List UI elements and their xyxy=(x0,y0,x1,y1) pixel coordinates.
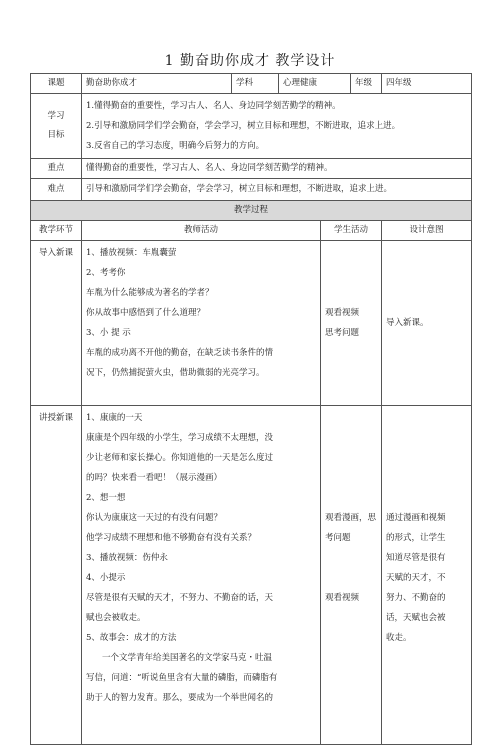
student-intro xyxy=(321,241,382,406)
teacher-line: 5、故事会：成才的方法 xyxy=(86,633,177,643)
student-line: 思考问题 xyxy=(325,328,360,338)
teacher-line: 赋也会被收走。 xyxy=(86,613,146,623)
teacher-line: 3、小 提 示 xyxy=(86,328,131,338)
goal-item: 1.懂得勤奋的重要性，学习古人、名人、身边同学刻苦勤学的精神。 xyxy=(86,101,341,111)
teacher-line: 你从故事中感悟到了什么道理？ xyxy=(86,308,206,318)
goals-label xyxy=(31,94,82,159)
col-stage: 教学环节 xyxy=(31,221,82,241)
col-intent: 设计意图 xyxy=(382,221,472,241)
col-student: 学生活动 xyxy=(321,221,382,241)
goals-content xyxy=(82,94,472,159)
student-new xyxy=(321,406,382,745)
intent-line: 努力、不勤奋的 xyxy=(386,593,446,603)
key-row xyxy=(31,159,472,179)
info-row xyxy=(31,74,472,94)
student-line: 观看视频 xyxy=(325,308,360,318)
teacher-line: 尽管是很有天赋的天才，不努力、不勤奋的话，天 xyxy=(86,593,274,603)
teacher-line: 2、考考你 xyxy=(86,268,126,278)
teacher-line: 你认为康康这一天过的有没有问题？ xyxy=(86,513,223,523)
stage-new: 讲授新课 xyxy=(31,406,82,745)
col-teacher: 教师活动 xyxy=(82,221,321,241)
stage-intro: 导入新课 xyxy=(31,241,82,406)
teacher-line: 1、康康的一天 xyxy=(86,413,143,423)
student-line: 观看漫画，思 xyxy=(325,513,377,523)
course-value: 勤奋助你成才 xyxy=(82,74,232,94)
teacher-line: 1、播放视频：车胤囊萤 xyxy=(86,248,177,258)
difficulty-label: 难点 xyxy=(31,179,82,201)
teacher-line: 车胤的成功离不开他的勤奋，在缺乏读书条件的情 xyxy=(86,348,274,358)
story-line: 一个文学青年给美国著名的文学家马克・吐温 xyxy=(102,653,273,663)
teacher-line: 4、小提示 xyxy=(86,573,126,583)
process-header: 教学过程 xyxy=(31,201,472,221)
key-label: 重点 xyxy=(31,159,82,179)
teacher-new xyxy=(82,406,321,745)
goal-item: 3.反省自己的学习态度，明确今后努力的方向。 xyxy=(86,141,265,151)
grade-value: 四年级 xyxy=(382,74,472,94)
teacher-line: 的吗？快来看一看吧！（展示漫画） xyxy=(86,473,223,483)
intent-line: 的形式，让学生 xyxy=(386,533,446,543)
difficulty-row xyxy=(31,179,472,201)
teacher-line: 车胤为什么能够成为著名的学者？ xyxy=(86,288,214,298)
grade-label: 年级 xyxy=(351,74,382,94)
teacher-line: 他学习成绩不理想和他不够勤奋有没有关系？ xyxy=(86,533,257,543)
subject-value: 心理健康 xyxy=(279,74,351,94)
page-title: 1 勤奋助你成才 教学设计 xyxy=(164,53,336,69)
column-header-row xyxy=(31,221,472,241)
teacher-line: 康康是个四年级的小学生，学习成绩不太理想，没 xyxy=(86,433,274,443)
intent-new xyxy=(382,406,472,745)
intent-intro: 导入新课。 xyxy=(382,241,472,406)
story-line: 助于人的智力发育。那么，要成为一个举世闻名的 xyxy=(86,693,274,703)
story-line: 写信，问道：“听说鱼里含有大量的磷脂，而磷脂有 xyxy=(86,673,278,683)
intent-line: 知道尽管是很有 xyxy=(386,553,446,563)
goal-item: 2.引导和激励同学们学会勤奋，学会学习，树立目标和理想，不断进取，追求上进。 xyxy=(86,121,401,131)
student-line: 观看视频 xyxy=(325,593,360,603)
goals-label-1: 学习 xyxy=(47,111,65,121)
intent-line: 通过漫画和视频 xyxy=(386,513,446,523)
teacher-line: 3、播放视频：伤仲永 xyxy=(86,553,168,563)
lesson-plan-table xyxy=(30,73,472,745)
teacher-line: 2、想一想 xyxy=(86,493,126,503)
teacher-line: 少让老师和家长操心。你知道他的一天是怎么度过 xyxy=(86,453,274,463)
difficulty-text: 引导和激励同学们学会勤奋，学会学习，树立目标和理想，不断进取，追求上进。 xyxy=(82,179,472,201)
intent-line: 天赋的天才，不 xyxy=(386,573,446,583)
goals-label-2: 目标 xyxy=(47,130,65,140)
key-text: 懂得勤奋的重要性，学习古人、名人、身边同学刻苦勤学的精神。 xyxy=(82,159,472,179)
goals-row xyxy=(31,94,472,159)
teacher-intro xyxy=(82,241,321,406)
subject-label: 学科 xyxy=(232,74,279,94)
intent-line: 话，天赋也会被 xyxy=(386,613,446,623)
student-line: 考问题 xyxy=(325,533,351,543)
teacher-line: 况下，仍然捕捉萤火虫，借助微弱的光亮学习。 xyxy=(86,368,265,378)
section-new-row xyxy=(31,406,472,745)
intent-line: 收走。 xyxy=(386,633,412,643)
section-intro-row xyxy=(31,241,472,406)
course-label: 课题 xyxy=(31,74,82,94)
process-header-row xyxy=(31,201,472,221)
